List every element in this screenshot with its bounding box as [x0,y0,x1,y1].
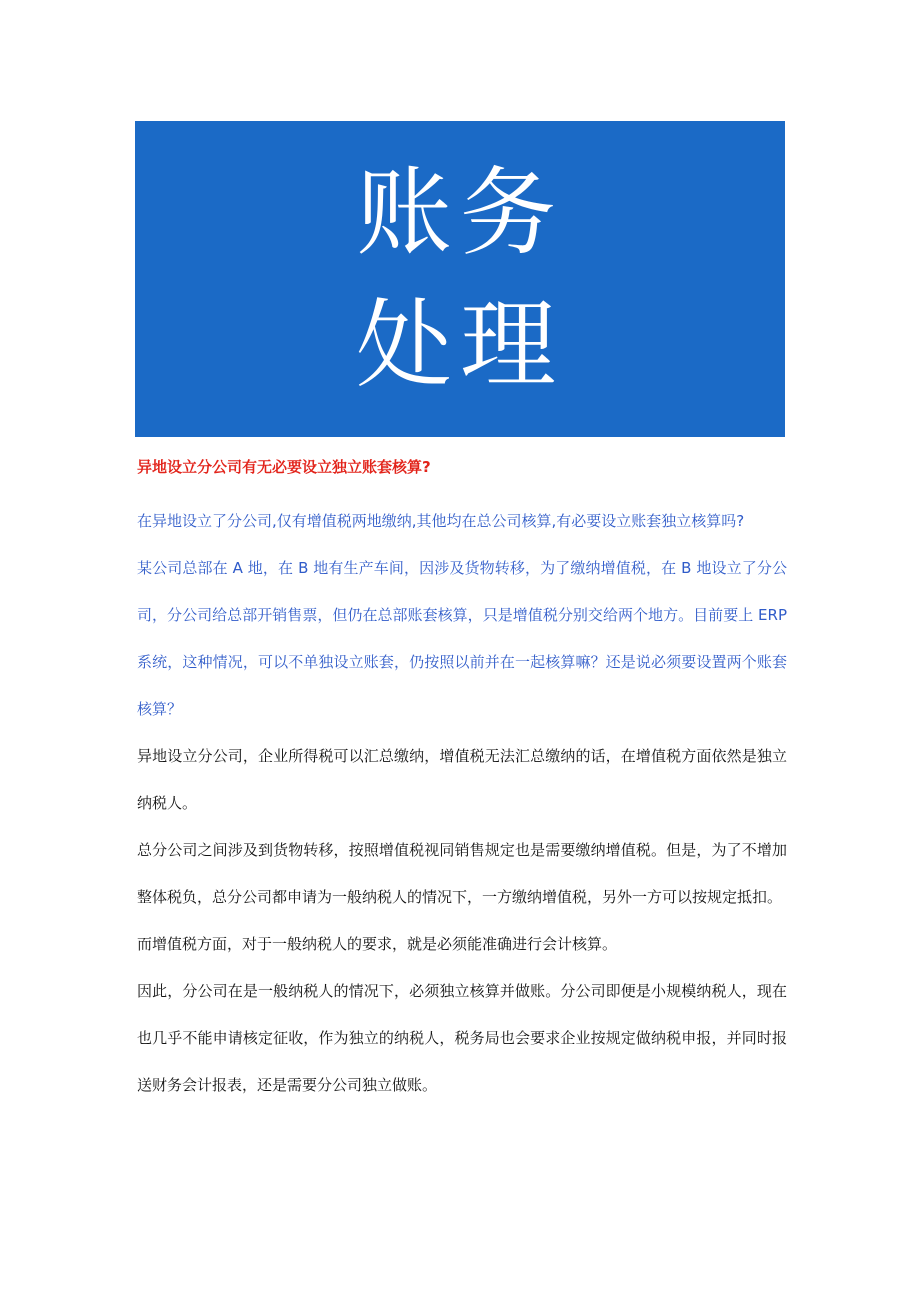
question-paragraph: 某公司总部在 A 地，在 B 地有生产车间，因涉及货物转移，为了缴纳增值税，在 B 地设立了分公司，分公司给总部开销售票，但仍在总部账套核算，只是增值税分别交给两个地方。目前要上 ERP 系统，这种情况，可以不单独设立账套，仍按照以前并在一起核算嘛？还是说必须要设置两个账套核算？ [137,559,787,718]
banner-title-line-1: 账务 [356,157,564,269]
answer-paragraph: 异地设立分公司，企业所得税可以汇总缴纳，增值税无法汇总缴纳的话，在增值税方面依然是独立纳税人。 [137,747,787,812]
article-body [137,452,787,1109]
question-paragraph: 在异地设立了分公司,仅有增值税两地缴纳,其他均在总公司核算,有必要设立账套独立核算吗? [137,512,745,530]
answer-paragraph: 因此，分公司在是一般纳税人的情况下，必须独立核算并做账。分公司即便是小规模纳税人，现在也几乎不能申请核定征收，作为独立的纳税人，税务局也会要求企业按规定做纳税申报，并同时报送财务会计报表，还是需要分公司独立做账。 [137,982,787,1094]
answer-paragraph: 而增值税方面，对于一般纳税人的要求，就是必须能准确进行会计核算。 [137,935,618,953]
answer-paragraph: 总分公司之间涉及到货物转移，按照增值税视同销售规定也是需要缴纳增值税。但是，为了不增加整体税负，总分公司都申请为一般纳税人的情况下，一方缴纳增值税，另外一方可以按规定抵扣。 [137,841,787,906]
cover-banner [135,121,785,437]
article-title: 异地设立分公司有无必要设立独立账套核算? [137,458,431,476]
banner-title-line-2: 处理 [356,289,564,401]
